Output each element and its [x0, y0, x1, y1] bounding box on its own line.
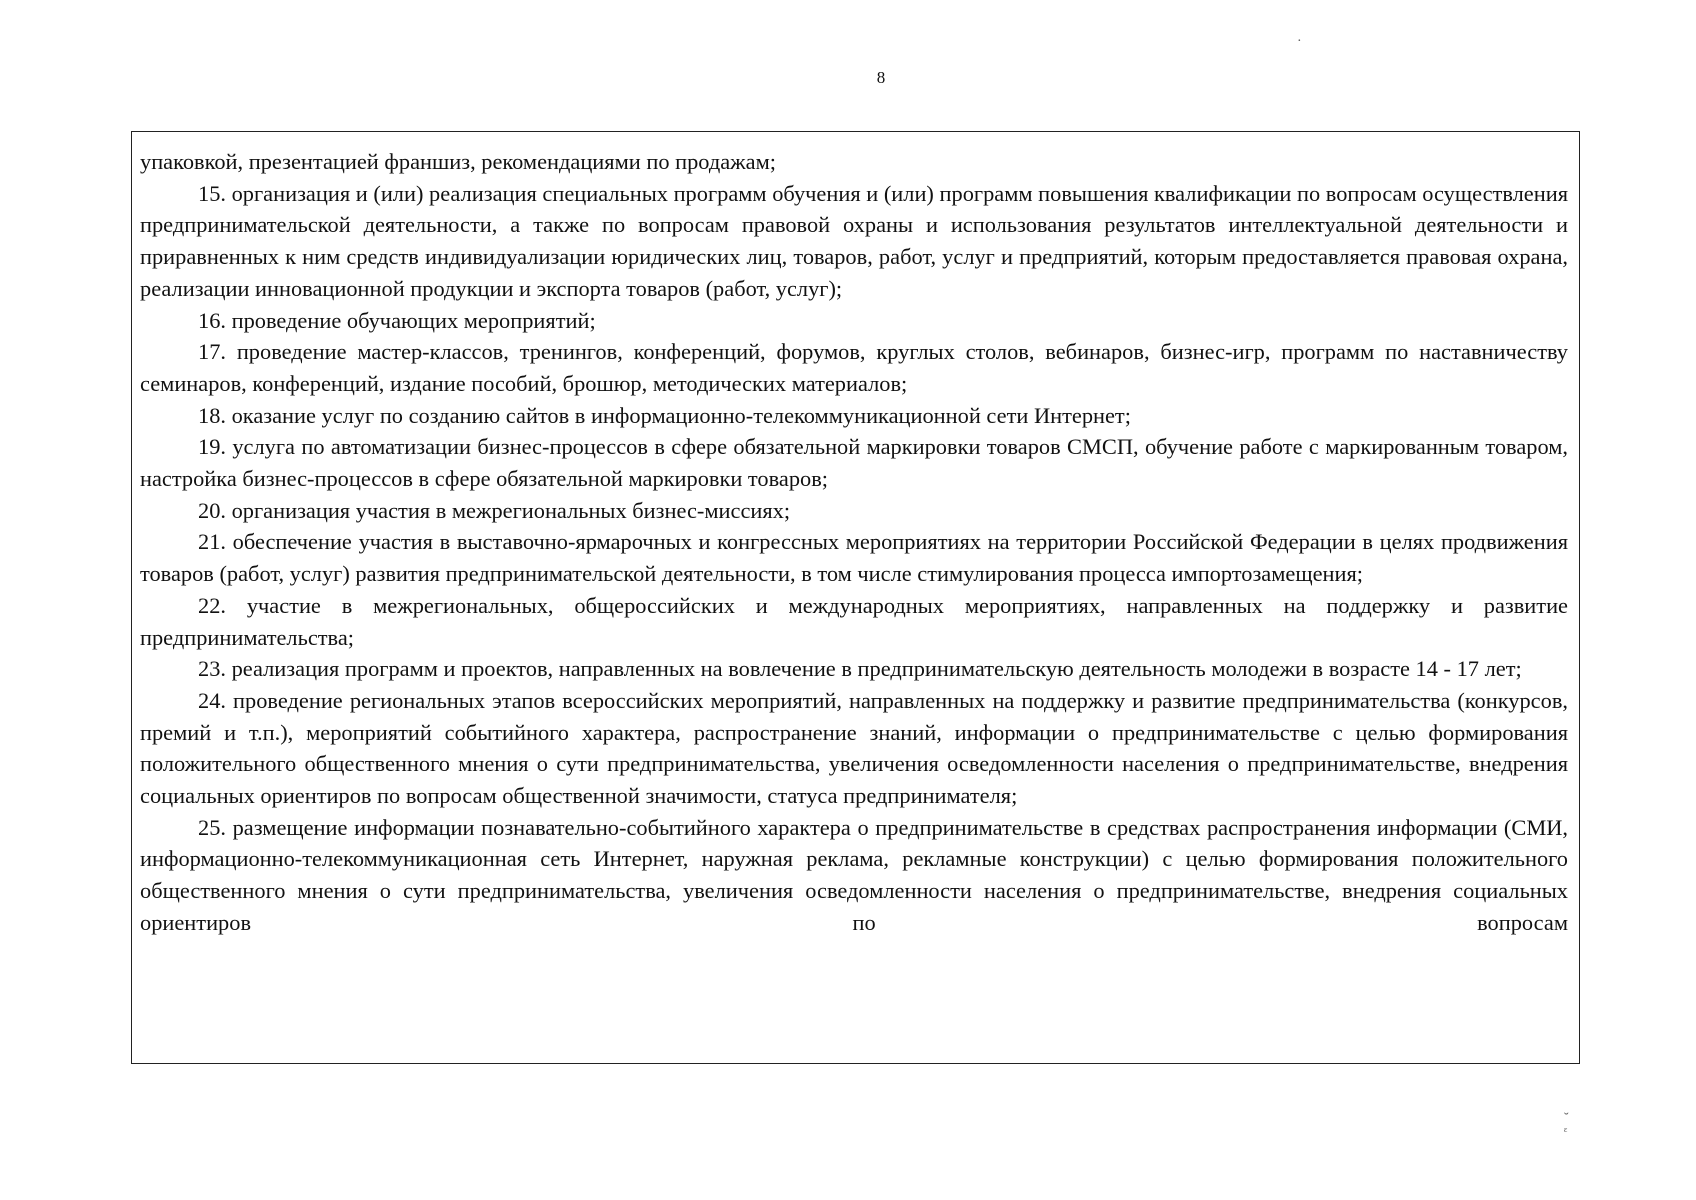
- list-item-23: 23. реализация программ и проектов, направленных на вовлечение в предпринимательскую деятельность молодежи в возрасте 14 - 17 лет;: [198, 656, 1522, 682]
- list-item-17: 17. проведение мастер-классов, тренингов, конференций, форумов, круглых столов, вебинаров, бизнес-игр, программ по наставничеству семинаров, конференций, издание пособий, брошюр, методических материалов;: [140, 339, 1568, 396]
- list-item-16: 16. проведение обучающих мероприятий;: [198, 307, 596, 333]
- list-item-18: 18. оказание услуг по созданию сайтов в информационно-телекоммуникационной сети Интернет;: [198, 402, 1131, 428]
- scan-speck: ·: [1297, 34, 1302, 49]
- continuation-paragraph: упаковкой, презентацией франшиз, рекомендациями по продажам;: [140, 149, 776, 174]
- list-item-20: 20. организация участия в межрегиональных бизнес-миссиях;: [198, 497, 791, 523]
- list-item-22: 22. участие в межрегиональных, общероссийских и международных мероприятиях, направленных на поддержку и развитие предпринимательства;: [140, 592, 1568, 650]
- list-item-15: 15. организация и (или) реализация специальных программ обучения и (или) программ повышения квалификации по вопросам осуществления предпринимательской деятельности, а также по вопросам правовой охраны и использования результатов интеллектуальной деятельности и приравненных к ним средств индивидуализации юридических лиц, товаров, работ, услуг и предприятий, которым предоставляется правовая охрана, реализации инновационной продукции и экспорта товаров (работ, услуг);: [140, 180, 1568, 301]
- list-item-19: 19. услуга по автоматизации бизнес-процессов в сфере обязательной маркировки товаров СМСП, обучение работе с маркированным товаром, настройка бизнес-процессов в сфере обязательной маркировки товаров;: [140, 434, 1568, 492]
- scan-marks: ˘ ᵋ: [1564, 1111, 1569, 1140]
- page-number: 8: [876, 68, 886, 87]
- list-item-24: 24. проведение региональных этапов всероссийских мероприятий, направленных на поддержку и развитие предпринимательства (конкурсов, премий и т.п.), мероприятий событийного характера, распространение знаний, информации о предпринимательстве с целью формирования положительного общественного мнения о сути предпринимательства, увеличения осведомленности населения о предпринимательстве, внедрения социальных ориентиров по вопросам общественной значимости, статуса предпринимателя;: [140, 687, 1568, 809]
- list-item-25: 25. размещение информации познавательно-событийного характера о предпринимательстве в средствах распространения информации (СМИ, информационно-телекоммуникационная сеть Интернет, наружная реклама, рекламные конструкции) с целью формирования положительного общественного мнения о сути предпринимательства, увеличения осведомленности населения о предпринимательстве, внедрения социальных ориентиров по вопросам: [140, 814, 1568, 935]
- document-text-box: [131, 131, 1580, 1064]
- list-item-21: 21. обеспечение участия в выставочно-ярмарочных и конгрессных мероприятиях на территории Российской Федерации в целях продвижения товаров (работ, услуг) развития предпринимательской деятельности, в том числе стимулирования процесса импортозамещения;: [140, 529, 1568, 587]
